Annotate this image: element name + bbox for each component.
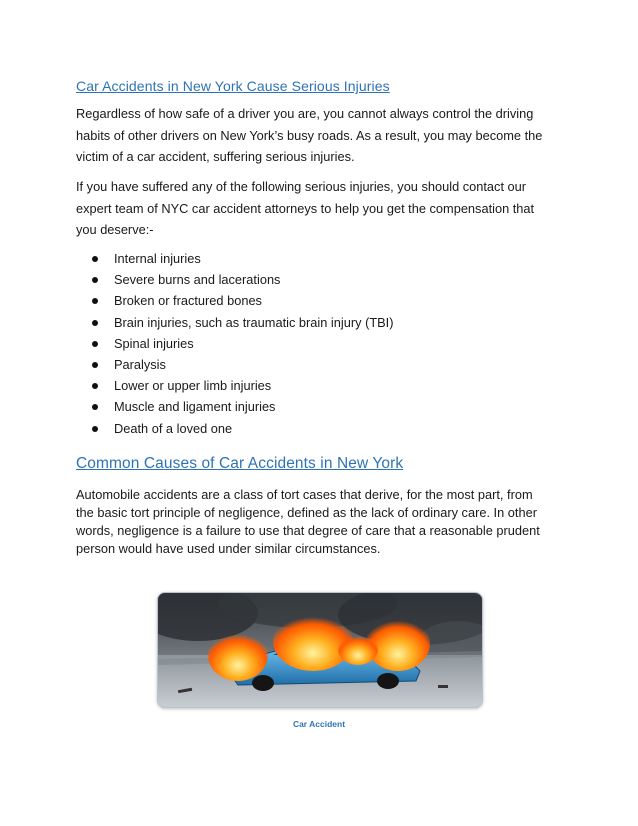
- paragraph-line: Automobile accidents are a class of tort cases that derive, for the most part, from: [76, 487, 533, 502]
- intro-paragraph: [76, 103, 566, 168]
- paragraph-line: words, negligence is a failure to use that degree of care that a reasonable prudent: [76, 523, 540, 538]
- burning-car-illustration: [158, 593, 482, 707]
- paragraph-line: expert team of NYC car accident attorneys to help you get the compensation that: [76, 200, 535, 216]
- paragraph-line: If you have suffered any of the following serious injuries, you should contact our: [76, 179, 527, 194]
- list-item: Internal injuries: [92, 248, 394, 269]
- injuries-list: [92, 248, 394, 439]
- list-item: Paralysis: [92, 354, 394, 375]
- bullet-icon: [92, 404, 98, 410]
- bullet-icon: [92, 341, 98, 347]
- list-item: Spinal injuries: [92, 333, 394, 354]
- bullet-icon: [92, 256, 98, 262]
- paragraph-line: you deserve:-: [76, 222, 154, 237]
- car-accident-photo: [157, 592, 483, 708]
- list-item: Lower or upper limb injuries: [92, 375, 394, 396]
- paragraph-line: person would have used under similar circumstances.: [76, 541, 381, 556]
- paragraph-line: habits of other drivers on New York’s busy roads. As a result, you may become the: [76, 127, 543, 143]
- section-heading-injuries: Car Accidents in New York Cause Serious Injuries: [76, 78, 390, 94]
- negligence-paragraph: [76, 486, 566, 558]
- contact-paragraph: [76, 176, 566, 241]
- paragraph-line: the basic tort principle of negligence, defined as the lack of ordinary care. In other: [76, 505, 537, 520]
- bullet-icon: [92, 362, 98, 368]
- figure-caption: Car Accident: [292, 719, 346, 729]
- list-item: Death of a loved one: [92, 418, 394, 439]
- list-item: Broken or fractured bones: [92, 290, 394, 311]
- list-item: Brain injuries, such as traumatic brain injury (TBI): [92, 312, 394, 333]
- bullet-icon: [92, 320, 98, 326]
- list-item: Severe burns and lacerations: [92, 269, 394, 290]
- bullet-icon: [92, 383, 98, 389]
- section-heading-causes: Common Causes of Car Accidents in New York: [76, 455, 404, 472]
- bullet-icon: [92, 426, 98, 432]
- paragraph-line: victim of a car accident, suffering serious injuries.: [76, 149, 355, 164]
- bullet-icon: [92, 298, 98, 304]
- list-item: Muscle and ligament injuries: [92, 396, 394, 417]
- paragraph-line: Regardless of how safe of a driver you are, you cannot always control the driving: [76, 106, 534, 121]
- bullet-icon: [92, 277, 98, 283]
